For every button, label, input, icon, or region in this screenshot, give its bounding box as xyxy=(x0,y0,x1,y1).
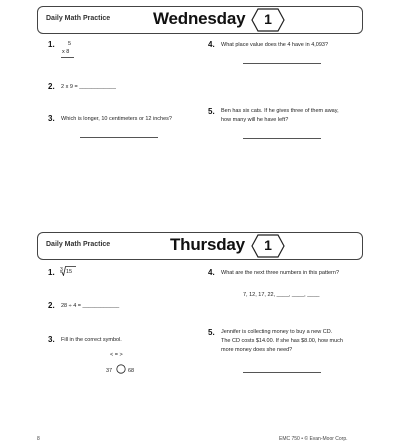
multiplication-top: 5 xyxy=(68,41,72,47)
wednesday-header xyxy=(37,6,363,34)
question-number: 5. xyxy=(208,328,215,337)
question-text: 2 x 9 = ____________ xyxy=(61,84,116,90)
answer-line xyxy=(80,137,158,138)
page-number: 8 xyxy=(37,436,40,442)
week-number: 1 xyxy=(264,237,272,253)
question-text: Which is longer, 10 centimeters or 12 inches? xyxy=(61,116,172,122)
radical-index: 3 xyxy=(60,267,63,273)
question-text: What place value does the 4 have in 4,093? xyxy=(221,42,329,48)
question-text-line-3: more money does she need? xyxy=(221,347,293,353)
question-text: 28 ÷ 4 = ____________ xyxy=(61,303,120,309)
section-label: Daily Math Practice xyxy=(46,241,111,248)
question-number: 3. xyxy=(48,335,55,344)
day-title: Wednesday xyxy=(153,9,246,28)
question-text-line-2: how many will he have left? xyxy=(221,117,289,123)
question-text-line-1: Ben has six cats. If he gives three of them away, xyxy=(221,108,339,114)
section-label: Daily Math Practice xyxy=(46,15,111,22)
question-number: 2. xyxy=(48,82,55,91)
multiplication-bottom: x 8 xyxy=(62,49,70,55)
day-title: Thursday xyxy=(170,235,245,254)
answer-line xyxy=(243,372,321,373)
radical-value: 15 xyxy=(66,269,73,275)
publisher-credit: EMC 750 • © Evan-Moor Corp. xyxy=(279,436,348,442)
question-number: 4. xyxy=(208,40,215,49)
question-text-line-1: Jennifer is collecting money to buy a new CD. xyxy=(221,329,333,335)
question-text-line-2: The CD costs $14.00. If she has $8.00, how much xyxy=(221,338,343,344)
symbol-choices: < = > xyxy=(110,352,123,358)
question-number: 5. xyxy=(208,107,215,116)
question-number: 1. xyxy=(48,40,55,49)
question-text: What are the next three numbers in this pattern? xyxy=(221,270,340,276)
question-number: 4. xyxy=(208,268,215,277)
question-number: 3. xyxy=(48,114,55,123)
week-number: 1 xyxy=(264,11,272,27)
answer-line xyxy=(243,138,321,139)
answer-divider xyxy=(61,57,74,58)
thursday-header xyxy=(37,232,363,260)
answer-line xyxy=(243,63,321,64)
answer-circle-icon xyxy=(116,364,126,374)
compare-right-number: 68 xyxy=(128,368,135,374)
compare-left-number: 37 xyxy=(106,368,113,374)
number-pattern: 7, 12, 17, 22, ____, ____, ____ xyxy=(243,292,320,298)
question-number: 2. xyxy=(48,301,55,310)
question-number: 1. xyxy=(48,268,55,277)
question-text: Fill in the correct symbol. xyxy=(61,337,122,343)
